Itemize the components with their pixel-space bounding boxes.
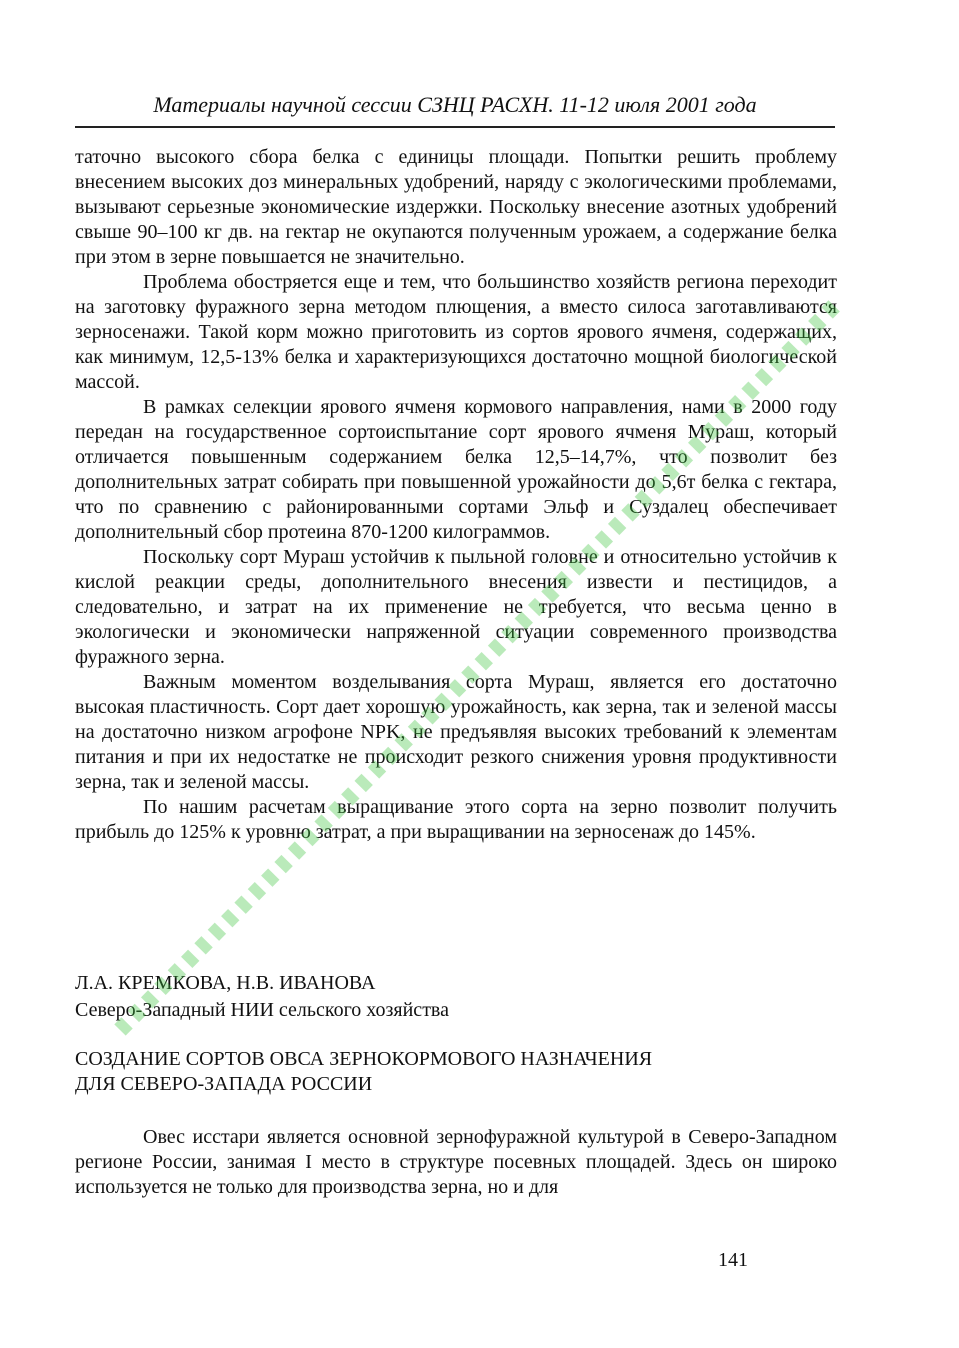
article-title xyxy=(75,1047,835,1097)
body-text xyxy=(75,145,837,845)
paragraph-2: Проблема обостряется еще и тем, что большинство хозяйств региона переходит на заготовку фуражного зерна методом плющения, а вместо силоса заготавливаются зерносенажи. Такой корм можно приготовить из сортов ярового ячменя, содержащих, как минимум, 12,5-13% белка и характеризующихся достаточно мощной биологической массой. xyxy=(75,271,837,393)
article-title-line-1: СОЗДАНИЕ СОРТОВ ОВСА ЗЕРНОКОРМОВОГО НАЗНАЧЕНИЯ xyxy=(75,1048,653,1070)
paragraph-1: таточно высокого сбора белка с единицы площади. Попытки решить проблему внесением высоких доз минеральных удобрений, наряду с экологическими проблемами, вызывают серьезные экономические издержки. Поскольку внесение азотных удобрений свыше 90–100 кг дв. на гектар не окупаются полученным урожаем, а содержание белка при этом в зерне повышается не значительно. xyxy=(75,146,837,268)
article-affiliation: Северо-Западный НИИ сельского хозяйства xyxy=(75,999,449,1021)
page-number: 141 xyxy=(718,1249,748,1271)
article-authors: Л.А. КРЕМКОВА, Н.В. ИВАНОВА xyxy=(75,972,376,994)
paragraph-4: Поскольку сорт Мураш устойчив к пыльной головне и относительно устойчив к кислой реакции среды, дополнительного внесения извести и пестицидов, а следовательно, и затрат на их применение не требуется, что весьма ценно в экологически и экономически напряженной ситуации современного производства фуражного зерна. xyxy=(75,546,837,668)
intro-paragraph: Овес исстари является основной зернофуражной культурой в Северо-Западном регионе России, занимая I место в структуре посевных площадей. Здесь он широко используется не только для производства зерна, но и для xyxy=(75,1126,837,1198)
paragraph-3: В рамках селекции ярового ячменя кормового направления, нами в 2000 году передан на государственное сортоиспытание сорт ярового ячменя Мураш, который отличается повышенным содержанием белка 12,5–14,7%, что позволит без дополнительных затрат собирать при повышенной урожайности до 5,6т белка с гектара, что по сравнению с районированными сортами Эльф и Суздалец обеспечивает дополнительный сбор протеина 870-1200 килограммов. xyxy=(75,396,837,543)
article-intro xyxy=(75,1125,837,1200)
running-header: Материалы научной сессии СЗНЦ РАСХН. 11-12 июля 2001 года xyxy=(153,92,757,117)
paragraph-6: По нашим расчетам выращивание этого сорта на зерно позволит получить прибыль до 125% к уровню затрат, а при выращивании на зерносенаж до 145%. xyxy=(75,796,837,843)
paragraph-5: Важным моментом возделывания сорта Мураш, является его достаточно высокая пластичность. Сорт дает хорошую урожайность, как зерна, так и зеленой массы на достаточно низком агрофоне NPK, не предъявляя высоких требований к элементам питания и при их недостатке не происходит резкого снижения уровня продуктивности зерна, так и зеленой массы. xyxy=(75,671,837,793)
article-title-line-2: ДЛЯ СЕВЕРО-ЗАПАДА РОССИИ xyxy=(75,1073,373,1095)
header-rule xyxy=(75,126,835,128)
